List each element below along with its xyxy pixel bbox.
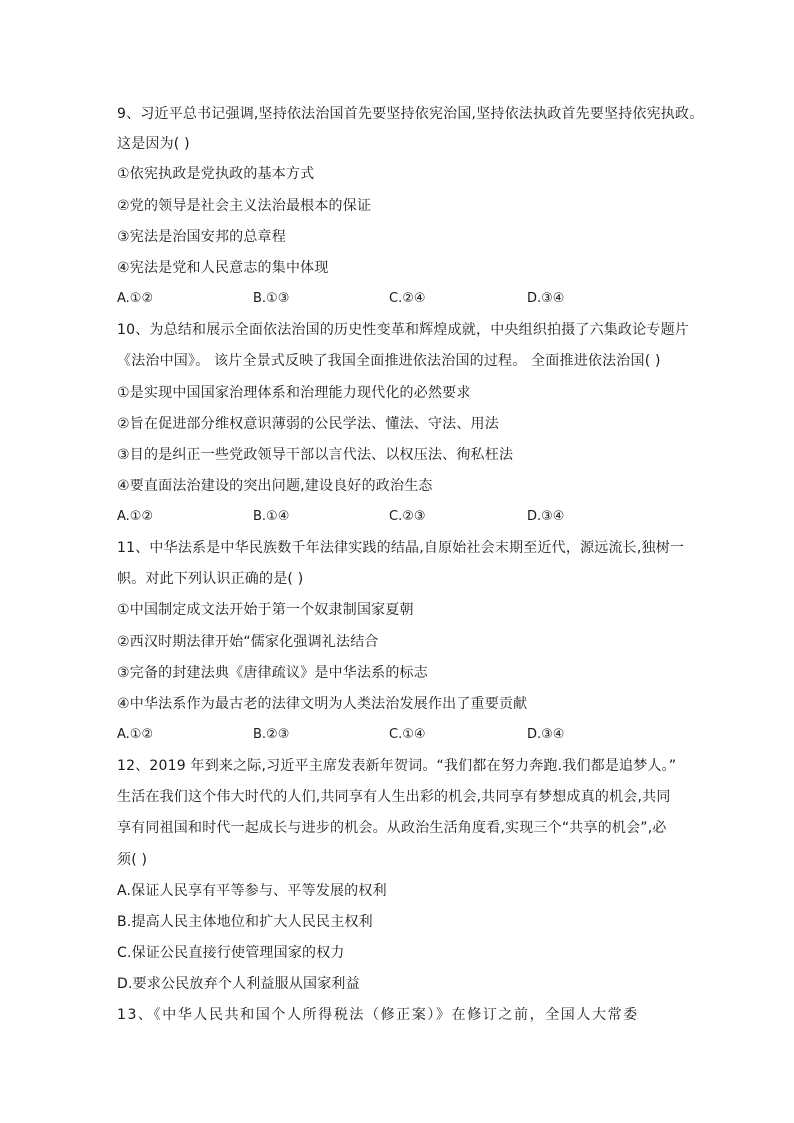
option-c[interactable]: C.①④: [389, 727, 426, 742]
statement: ④中华法系作为最古老的法律文明为人类法治发展作出了重要贡献: [117, 696, 528, 712]
option-d[interactable]: D.③④: [527, 291, 565, 306]
statement: ②旨在促进部分维权意识薄弱的公民学法、懂法、守法、用法: [117, 416, 499, 432]
statement: ④要直面法治建设的突出问题,建设良好的政治生态: [117, 478, 433, 494]
statement: ①是实现中国国家治理体系和治理能力现代化的必然要求: [117, 385, 471, 401]
option-b[interactable]: B.②③: [253, 727, 290, 742]
statement: ③完备的封建法典《唐律疏议》是中华法系的标志: [117, 665, 428, 681]
statement: ④宪法是党和人民意志的集中体现: [117, 260, 329, 276]
option-b[interactable]: B.①④: [253, 509, 290, 524]
statement: ②党的领导是社会主义法治最根本的保证: [117, 198, 372, 214]
question-stem-line: 这是因为( ): [117, 136, 190, 152]
question-stem-line: 12、2019 年到来之际,习近平主席发表新年贺词。“我们都在努力奔跑.我们都是追梦人。”: [117, 758, 677, 774]
question-stem-line: 9、习近平总书记强调,坚持依法治国首先要坚持依宪治国,坚持依法执政首先要坚持依宪执政。: [117, 106, 704, 122]
statement: ①依宪执政是党执政的基本方式: [117, 166, 315, 182]
question-stem-line: 帜。对此下列认识正确的是( ): [117, 571, 304, 587]
statement: ③宪法是治国安邦的总章程: [117, 229, 286, 245]
question-stem-line: 须( ): [117, 852, 148, 868]
option-c[interactable]: C.②④: [389, 291, 426, 306]
question-stem-line: 享有同祖国和时代一起成长与进步的机会。从政治生活角度看,实现三个“共享的机会”,必: [117, 820, 667, 836]
option-b[interactable]: B.①③: [253, 291, 290, 306]
option-c[interactable]: C.②③: [389, 509, 426, 524]
question-stem-line: 10、为总结和展示全面依法治国的历史性变革和辉煌成就，中央组织拍摄了六集政论专题片: [117, 322, 690, 338]
statement: ②西汉时期法律开始“儒家化强调礼法结合: [117, 634, 379, 650]
question-stem-line: 13、《中华人民共和国个人所得税法（修正案）》在修订之前，全国人大常委: [117, 1007, 639, 1023]
option-a[interactable]: A.①②: [117, 291, 154, 306]
choice-b[interactable]: B.提高人民主体地位和扩大人民民主权利: [117, 914, 373, 930]
question-stem-line: 11、中华法系是中华民族数千年法律实践的结晶,自原始社会末期至近代，源远流长,独树一: [117, 540, 685, 556]
statement: ③目的是纠正一些党政领导干部以言代法、以权压法、徇私枉法: [117, 447, 514, 463]
choice-c[interactable]: C.保证公民直接行使管理国家的权力: [117, 945, 345, 961]
option-a[interactable]: A.①②: [117, 509, 154, 524]
question-stem-line: 《法治中国》。 该片全景式反映了我国全面推进依法治国的过程。 全面推进依法治国( ): [117, 353, 661, 369]
question-stem-line: 生活在我们这个伟大时代的人们,共同享有人生出彩的机会,共同享有梦想成真的机会,共同: [117, 789, 671, 805]
option-d[interactable]: D.③④: [527, 727, 565, 742]
option-d[interactable]: D.③④: [527, 509, 565, 524]
choice-d[interactable]: D.要求公民放弃个人利益服从国家利益: [117, 976, 360, 992]
choice-a[interactable]: A.保证人民享有平等参与、平等发展的权利: [117, 883, 387, 899]
option-a[interactable]: A.①②: [117, 727, 154, 742]
statement: ①中国制定成文法开始于第一个奴隶制国家夏朝: [117, 602, 414, 618]
